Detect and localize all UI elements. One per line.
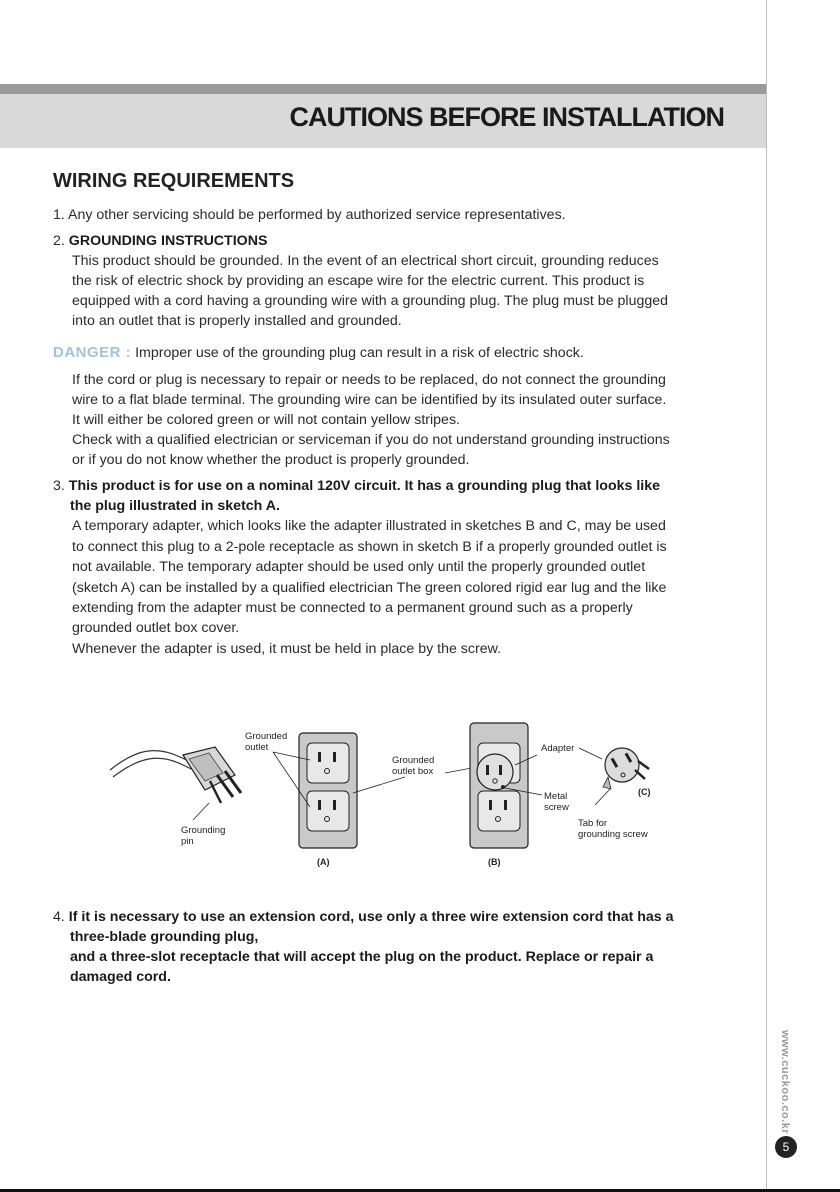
label-grounded-outlet-box: Grounded	[392, 755, 435, 766]
grounding-diagram	[105, 715, 675, 875]
adapter-outlet-b	[470, 723, 528, 848]
adapter-c	[603, 748, 649, 789]
item-3-line: to connect this plug to a 2-pole receptacle as shown in sketch B if a properly grounded outlet is	[72, 539, 667, 555]
label-grounded-outlet-2: outlet	[245, 742, 269, 753]
label-metal-screw: Metal	[544, 791, 568, 802]
danger-line: or if you do not know whether the product is properly grounded.	[72, 452, 470, 468]
right-margin-rule	[766, 0, 767, 1192]
danger-line: wire to a flat blade terminal. The grounding wire can be identified by its insulated outer surface.	[72, 392, 667, 408]
caption-c: (C)	[638, 787, 651, 797]
item-3-line: A temporary adapter, which looks like the adapter illustrated in sketches B and C, may be used	[72, 518, 666, 534]
caption-b: (B)	[488, 857, 501, 867]
item-3-heading-1: This product is for use on a nominal 120V circuit. It has a grounding plug that looks like	[68, 478, 661, 494]
label-grounded-outlet: Grounded	[245, 731, 288, 742]
label-grounding-pin: Grounding	[181, 825, 226, 836]
danger-label: DANGER :	[53, 344, 132, 361]
item-2-number: 2.	[53, 233, 69, 249]
item-3-number: 3.	[53, 478, 69, 494]
label-metal-screw-2: screw	[544, 802, 569, 813]
caption-a: (A)	[317, 857, 330, 867]
page-title: CAUTIONS BEFORE INSTALLATION	[289, 102, 724, 132]
item-4-line: three-blade grounding plug,	[70, 929, 259, 945]
item-4-line: and a three-slot receptacle that will accept the plug on the product. Replace or repair a	[70, 949, 654, 965]
item-4-line-1: If it is necessary to use an extension cord, use only a three wire extension cord that has a	[68, 909, 674, 925]
danger-line: It will either be colored green or will not contain yellow stripes.	[72, 412, 460, 428]
header-strip	[0, 84, 766, 94]
header-band	[0, 94, 766, 148]
item-3-line: Whenever the adapter is used, it must be held in place by the screw.	[72, 641, 502, 657]
item-3-heading-row	[53, 476, 660, 496]
label-tab: Tab for	[578, 818, 608, 829]
danger-line: If the cord or plug is necessary to repair or needs to be replaced, do not connect the grounding	[72, 372, 666, 388]
website-url: www.cuckoo.co.kr	[779, 1030, 791, 1135]
label-tab-2: grounding screw	[578, 829, 648, 840]
item-2-line: This product should be grounded. In the event of an electrical short circuit, grounding reduces	[72, 253, 659, 269]
item-2-line: into an outlet that is properly installed and grounded.	[72, 313, 402, 329]
item-1: 1. Any other servicing should be performed by authorized service representatives.	[53, 207, 566, 223]
item-4-line: damaged cord.	[70, 969, 171, 985]
label-grounding-pin-2: pin	[181, 836, 194, 847]
three-prong-plug	[183, 747, 241, 803]
item-3-line: grounded outlet box cover.	[72, 620, 240, 636]
section-title: WIRING REQUIREMENTS	[53, 170, 295, 192]
danger-text: Improper use of the grounding plug can result in a risk of electric shock.	[131, 345, 584, 361]
item-2-heading: GROUNDING INSTRUCTIONS	[68, 233, 268, 249]
item-4-row	[53, 907, 674, 927]
danger-line: Check with a qualified electrician or serviceman if you do not understand grounding instructions	[72, 432, 670, 448]
label-grounded-outlet-box-2: outlet box	[392, 766, 434, 777]
page-number: 5	[775, 1136, 797, 1158]
label-adapter: Adapter	[541, 743, 575, 754]
item-2-line: the risk of electric shock by providing an escape wire for the electric current. This product is	[72, 273, 645, 289]
item-4-number: 4.	[53, 909, 69, 925]
grounded-outlet-a	[299, 733, 357, 848]
item-3-line: (sketch A) can be installed by a qualified electrician The green colored rigid ear lug and the like	[72, 580, 667, 596]
item-3-line: not available. The temporary adapter should be used only until the properly grounded outlet	[72, 559, 646, 575]
item-2-line: equipped with a cord having a grounding wire with a grounding plug. The plug must be plugged	[72, 293, 669, 309]
item-3-heading-2: the plug illustrated in sketch A.	[70, 498, 280, 514]
danger-row	[53, 343, 584, 363]
item-2-heading-row	[53, 231, 267, 251]
item-3-line: extending from the adapter must be connected to a permanent ground such as a properly	[72, 600, 633, 616]
